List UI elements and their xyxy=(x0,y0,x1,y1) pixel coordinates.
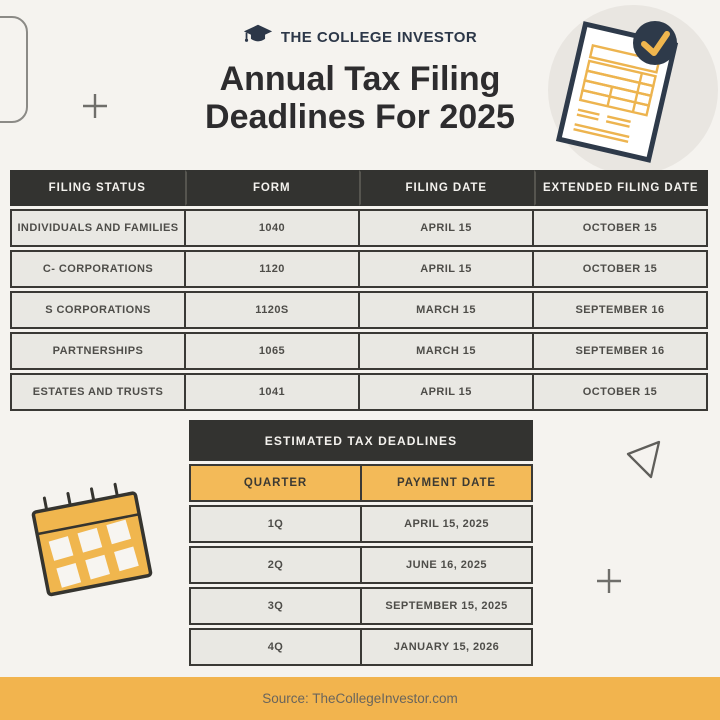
estimated-tax-table xyxy=(189,420,533,669)
estimated-table-title: ESTIMATED TAX DEADLINES xyxy=(189,420,533,461)
table-row xyxy=(10,291,708,329)
plus-icon xyxy=(594,566,624,601)
source-text: Source: TheCollegeInvestor.com xyxy=(262,691,458,706)
brand-name: THE COLLEGE INVESTOR xyxy=(280,28,478,46)
cell-filing-date: APRIL 15 xyxy=(360,209,534,247)
table-row xyxy=(10,250,708,288)
filing-deadlines-table xyxy=(10,170,708,414)
table-header-row xyxy=(189,464,533,502)
cell-quarter: 4Q xyxy=(189,628,362,666)
cell-extended-date: SEPTEMBER 16 xyxy=(534,332,708,370)
table-row xyxy=(189,628,533,666)
column-header: QUARTER xyxy=(189,464,362,502)
cell-filing-status: C- CORPORATIONS xyxy=(10,250,186,288)
column-header: FILING DATE xyxy=(359,170,534,206)
table-row xyxy=(189,546,533,584)
cell-filing-status: S CORPORATIONS xyxy=(10,291,186,329)
table-row xyxy=(189,505,533,543)
cell-quarter: 2Q xyxy=(189,546,362,584)
cell-quarter: 3Q xyxy=(189,587,362,625)
cell-form: 1040 xyxy=(186,209,360,247)
cell-extended-date: OCTOBER 15 xyxy=(534,373,708,411)
cell-form: 1120 xyxy=(186,250,360,288)
cell-extended-date: SEPTEMBER 16 xyxy=(534,291,708,329)
cell-filing-date: MARCH 15 xyxy=(360,332,534,370)
triangle-outline-icon xyxy=(618,432,670,489)
calendar-icon xyxy=(16,464,166,619)
table-row xyxy=(189,587,533,625)
tax-form-with-checkmark-illustration xyxy=(545,2,720,182)
cell-filing-status: PARTNERSHIPS xyxy=(10,332,186,370)
column-header: EXTENDED FILING DATE xyxy=(534,170,709,206)
cell-filing-date: MARCH 15 xyxy=(360,291,534,329)
footer-source-band xyxy=(0,677,720,720)
cell-quarter: 1Q xyxy=(189,505,362,543)
table-header-row xyxy=(10,170,708,206)
cell-payment-date: SEPTEMBER 15, 2025 xyxy=(362,587,533,625)
column-header: FORM xyxy=(185,170,360,206)
column-header: FILING STATUS xyxy=(10,170,185,206)
cell-form: 1120S xyxy=(186,291,360,329)
cell-payment-date: JANUARY 15, 2026 xyxy=(362,628,533,666)
page-title-line1: Annual Tax Filing xyxy=(219,60,501,98)
page-title-line2: Deadlines For 2025 xyxy=(205,98,515,136)
cell-filing-status: ESTATES AND TRUSTS xyxy=(10,373,186,411)
cell-filing-date: APRIL 15 xyxy=(360,250,534,288)
table-row xyxy=(10,332,708,370)
cell-form: 1065 xyxy=(186,332,360,370)
cell-filing-date: APRIL 15 xyxy=(360,373,534,411)
cell-form: 1041 xyxy=(186,373,360,411)
graduation-cap-icon xyxy=(243,23,273,51)
cell-filing-status: INDIVIDUALS AND FAMILIES xyxy=(10,209,186,247)
table-row xyxy=(10,209,708,247)
cell-extended-date: OCTOBER 15 xyxy=(534,209,708,247)
cell-payment-date: JUNE 16, 2025 xyxy=(362,546,533,584)
table-row xyxy=(10,373,708,411)
column-header: PAYMENT DATE xyxy=(362,464,533,502)
cell-payment-date: APRIL 15, 2025 xyxy=(362,505,533,543)
cell-extended-date: OCTOBER 15 xyxy=(534,250,708,288)
